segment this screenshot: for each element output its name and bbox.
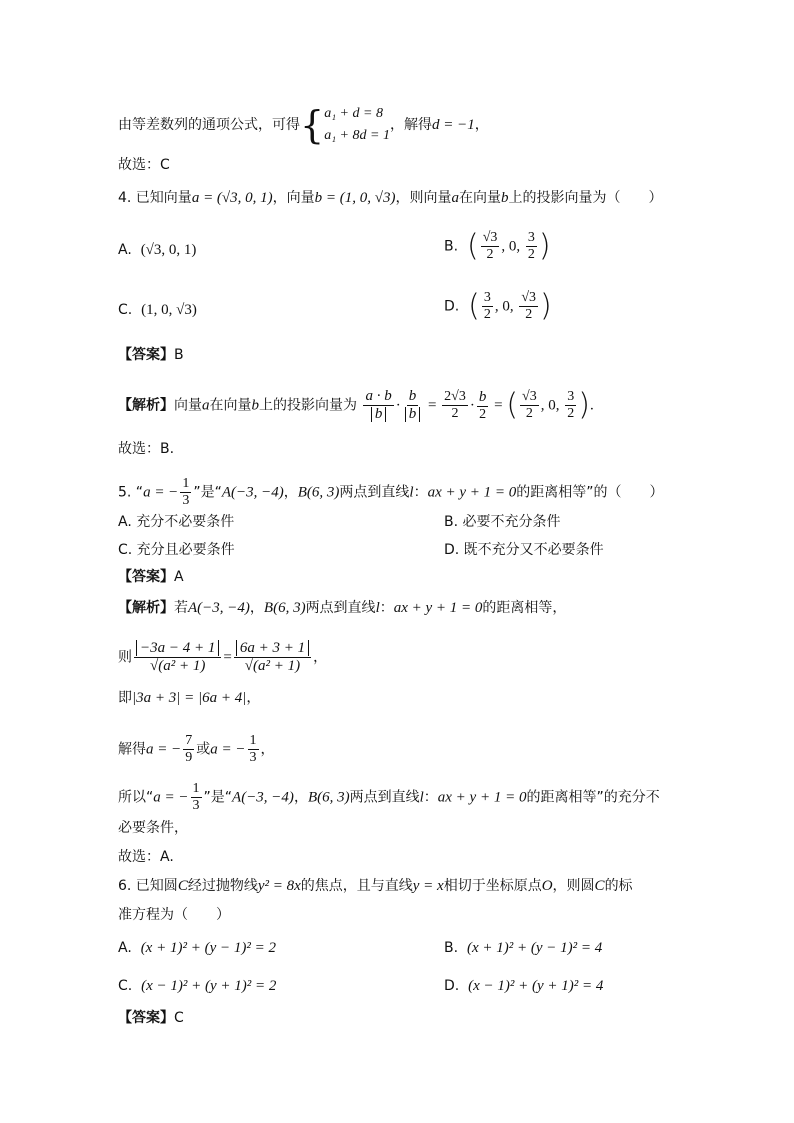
text: ，则圆 xyxy=(552,878,595,894)
text: ， xyxy=(246,690,261,706)
answer-label: 【答案】 xyxy=(118,1010,174,1026)
option-label: B. xyxy=(444,238,459,255)
equation-1: a₁ + d = 8 xyxy=(324,106,383,121)
solution-line-system xyxy=(118,103,489,147)
q5-so: 所以“a = − $\frac{1}{3}$ ”是“A(−3, −4)，B(6, 3)两点到直线l：ax + y + 1 = 0的距离相等”的充分不 xyxy=(118,781,660,813)
text: 上的投影向量为 xyxy=(259,397,357,414)
option-label: A. xyxy=(118,940,132,956)
text: ： xyxy=(379,600,394,616)
answer-value: C xyxy=(174,1010,184,1026)
text: ”是“ xyxy=(203,789,233,806)
line: y = x xyxy=(412,878,444,894)
text: 向量 xyxy=(174,397,202,414)
text: ： xyxy=(413,484,428,501)
question-4 xyxy=(118,188,663,208)
origin-symbol: O xyxy=(541,878,553,894)
q5-option-c: C. 充分且必要条件 xyxy=(118,542,235,558)
q4-option-a xyxy=(118,240,196,260)
q5-option-a: A. 充分不必要条件 xyxy=(118,514,235,530)
result: d = −1 xyxy=(431,117,475,133)
text: 则 xyxy=(118,649,132,666)
text: ，则向量 xyxy=(395,190,452,206)
text: ， xyxy=(313,649,328,666)
text: 两点到直线 xyxy=(305,600,376,616)
text: ，解得 xyxy=(389,117,432,133)
circle-symbol: C xyxy=(594,878,605,894)
text: ，向量 xyxy=(272,190,315,206)
q4-option-d: D. ( $\frac{3}{2}$ , 0, $\frac{√3}{2}$ ) xyxy=(444,288,552,324)
question-number: 5. “ xyxy=(118,484,144,501)
vector-b: b = (1, 0, √3) xyxy=(314,190,396,206)
text: ， xyxy=(293,789,308,806)
q6-option-c xyxy=(118,976,276,996)
q5-answer xyxy=(118,567,184,587)
option-value: (1, 0, √3) xyxy=(141,302,197,318)
text: ， xyxy=(249,600,264,616)
q5-option-b: B. 必要不充分条件 xyxy=(444,514,561,530)
condition: a = − xyxy=(143,484,179,501)
option-label: D. xyxy=(444,978,460,994)
question-5: 5. “a = − $\frac{1}{3}$ ”是“A(−3, −4)，B(6, 3)两点到直线l：ax + y + 1 = 0的距离相等”的（ ） xyxy=(118,476,664,508)
option-label: C. xyxy=(118,978,133,994)
text: 的焦点，且与直线 xyxy=(300,878,413,894)
condition: a = − xyxy=(153,789,189,806)
answer-label: 【答案】 xyxy=(118,347,174,363)
text: 的距离相等”的充分不 xyxy=(526,789,660,806)
q5-then: 则 $\frac{-3a - 4 + 1}{\text{√(a² + 1)}}$ = $\frac{6a + 3 + 1}{\text{√(a² + 1)}}$ ， xyxy=(118,640,328,674)
equation-system xyxy=(324,103,390,147)
q6-option-a xyxy=(118,938,276,958)
q6-option-d xyxy=(444,976,603,996)
q5-option-d: D. 既不充分又不必要条件 xyxy=(444,542,604,558)
point-a: A(−3, −4) xyxy=(221,484,284,501)
text: 或 xyxy=(196,741,211,758)
text: 解得 xyxy=(118,741,146,758)
answer-label: 【答案】 xyxy=(118,569,174,585)
question-6-cont: 准方程为（ ） xyxy=(118,907,230,923)
q5-necessary: 必要条件， xyxy=(118,820,188,836)
answer-value: A xyxy=(174,569,184,585)
option-value: (x − 1)² + (y + 1)² = 2 xyxy=(141,978,277,994)
line-equation: ax + y + 1 = 0 xyxy=(393,600,483,616)
point-b: B(6, 3) xyxy=(297,484,340,501)
q4-analysis: 【解析】向量a在向量b上的投影向量为 $\frac{a \cdot b}{b}$ · $\frac{b}{b}$ = $\frac{2√3}{2}$ · $\frac{b}{2}$ = ( $\frac{√3}{2}$ , 0, $\frac{3}{2}$ ). xyxy=(118,387,594,423)
line-symbol: l xyxy=(409,484,414,501)
option-value: (√3, 0, 1) xyxy=(140,242,197,258)
option-value: (x + 1)² + (y − 1)² = 2 xyxy=(140,940,276,956)
text: 若 xyxy=(174,600,188,616)
equation-2: a₁ + 8d = 1 xyxy=(324,128,390,143)
analysis-label: 【解析】 xyxy=(118,397,174,414)
question-number: 6. 已知圆 xyxy=(118,878,178,894)
text: 两点到直线 xyxy=(339,484,410,501)
question-number: 4. 已知向量 xyxy=(118,190,192,206)
line-equation: ax + y + 1 = 0 xyxy=(437,789,527,806)
q4-option-c xyxy=(118,300,197,320)
text: ， xyxy=(474,117,489,133)
q6-answer xyxy=(118,1008,184,1028)
text: ： xyxy=(423,789,438,806)
q5-ie xyxy=(118,688,260,708)
q4-answer xyxy=(118,345,184,365)
vector-b-symbol: b xyxy=(501,190,509,206)
answer-value: B xyxy=(174,347,184,363)
q5-choose: 故选：A. xyxy=(118,849,174,865)
option-label: A. xyxy=(118,242,132,258)
point-a: A(−3, −4) xyxy=(188,600,250,616)
q4-choose: 故选：B. xyxy=(118,441,175,457)
q4-option-b: B. ( $\frac{√3}{2}$ , 0, $\frac{3}{2}$ ) xyxy=(444,228,551,264)
text: 的距离相等， xyxy=(482,600,567,616)
equation: |3a + 3| = |6a + 4| xyxy=(132,690,247,706)
vector-a: a = (√3, 0, 1) xyxy=(191,190,273,206)
text: 经过抛物线 xyxy=(187,878,258,894)
question-6 xyxy=(118,876,633,896)
line-equation: ax + y + 1 = 0 xyxy=(427,484,517,501)
text: 上的投影向量为（ ） xyxy=(508,190,663,206)
parabola: y² = 8x xyxy=(257,878,301,894)
text: 两点到直线 xyxy=(349,789,420,806)
point-a: A(−3, −4) xyxy=(232,789,294,806)
text: 的距离相等”的（ ） xyxy=(516,484,664,501)
point-b: B(6, 3) xyxy=(307,789,350,806)
q5-solve: 解得a = − $\frac{7}{9}$ 或a = − $\frac{1}{3}$ ， xyxy=(118,733,275,765)
q6-option-b xyxy=(444,938,602,958)
option-label: B. xyxy=(444,940,459,956)
circle-symbol: C xyxy=(177,878,188,894)
option-value: (x − 1)² + (y + 1)² = 4 xyxy=(468,978,604,994)
option-label: D. xyxy=(444,298,460,315)
text: 的标 xyxy=(604,878,633,894)
choice-line: 故选：C xyxy=(118,157,170,173)
text: 在向量 xyxy=(209,397,252,414)
q5-analysis xyxy=(118,598,566,618)
text: ”是“ xyxy=(193,484,222,501)
brace: { xyxy=(300,103,325,147)
text: 由等差数列的通项公式，可得 xyxy=(118,117,300,133)
analysis-label: 【解析】 xyxy=(118,600,174,616)
line-symbol: l xyxy=(419,789,424,806)
text: 相切于坐标原点 xyxy=(443,878,542,894)
text: ， xyxy=(283,484,298,501)
line-symbol: l xyxy=(375,600,380,616)
text: 在向量 xyxy=(459,190,502,206)
point-b: B(6, 3) xyxy=(263,600,306,616)
text: 所以“ xyxy=(118,789,154,806)
option-value: (x + 1)² + (y − 1)² = 4 xyxy=(466,940,603,956)
vector-a-symbol: a xyxy=(451,190,460,206)
text: ， xyxy=(260,741,275,758)
option-label: C. xyxy=(118,302,133,318)
text: 即 xyxy=(118,690,132,706)
